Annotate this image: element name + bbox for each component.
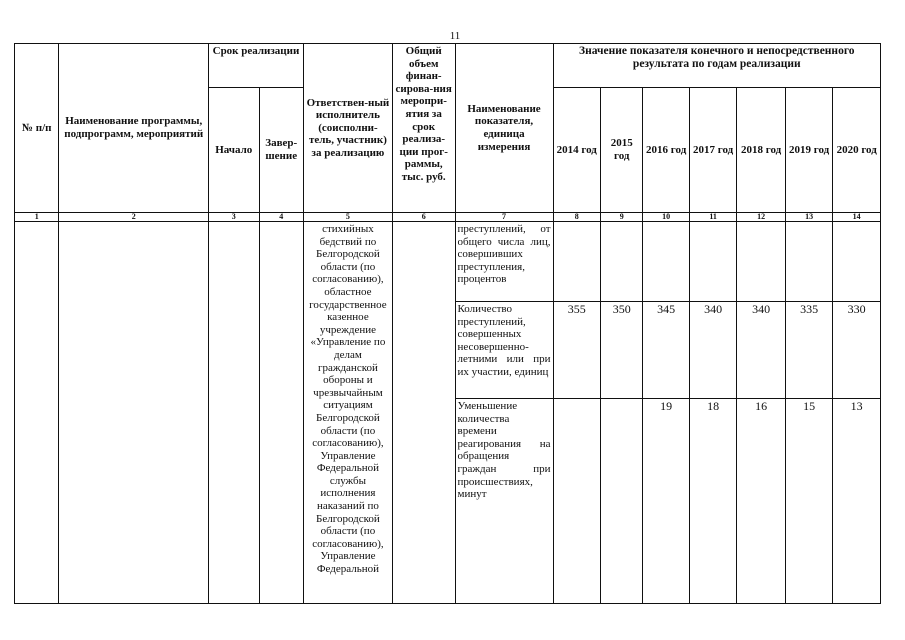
header-year-2014: 2014 год [553,88,600,213]
program-table [14,43,881,604]
header-year-2016: 2016 год [643,88,689,213]
colnum-5: 5 [303,213,392,222]
indicator-cell: Уменьшение количества времени реагирования на обращения граждан при происшествиях, минут [455,399,553,604]
header-year-2015: 2015 год [601,88,643,213]
value-cell [601,222,643,302]
colnum-8: 8 [553,213,600,222]
header-executor: Ответствен-ный исполнитель (соисполни-тель, участник) за реализацию [303,44,392,213]
value-cell: 355 [553,302,600,399]
value-cell: 335 [785,302,832,399]
colnum-11: 11 [689,213,736,222]
value-cell [553,399,600,604]
value-cell [643,222,689,302]
value-cell: 345 [643,302,689,399]
value-cell: 340 [737,302,785,399]
executor-cell: стихийных бедствий по Белгородской области (по согласованию), областное государственное казенное учреждение «Управление по делам гражданской обороны и чрезвычайным ситуациям Белгородской области (по согласованию), Управление Федеральной службы исполнения наказаний по Белгородской области (по согласованию), Управление Федеральной [303,222,392,604]
table-row [15,222,881,302]
value-cell [689,222,736,302]
colnum-2: 2 [59,213,209,222]
header-name: Наименование программы, подпрограмм, мероприятий [59,44,209,213]
header-year-2019: 2019 год [785,88,832,213]
header-values-group: Значение показателя конечного и непосредственного результата по годам реализации [553,44,880,88]
cell-name [59,222,209,604]
header-term: Срок реализации [208,44,303,88]
value-cell: 13 [833,399,881,604]
value-cell [833,222,881,302]
value-cell [553,222,600,302]
value-cell [601,399,643,604]
value-cell: 15 [785,399,832,604]
colnum-10: 10 [643,213,689,222]
indicator-cell: Количество преступлений, совершенных несовершенно-летними или при их участии, единиц [455,302,553,399]
cell-volume [392,222,455,604]
value-cell: 16 [737,399,785,604]
colnum-9: 9 [601,213,643,222]
value-cell [737,222,785,302]
indicator-cell: преступлений, от общего числа лиц, совершивших преступления, процентов [455,222,553,302]
header-year-2018: 2018 год [737,88,785,213]
header-year-2017: 2017 год [689,88,736,213]
cell-num [15,222,59,604]
cell-end [259,222,303,604]
colnum-6: 6 [392,213,455,222]
cell-start [208,222,259,604]
colnum-12: 12 [737,213,785,222]
colnum-13: 13 [785,213,832,222]
colnum-14: 14 [833,213,881,222]
header-num: № п/п [15,44,59,213]
header-start: Начало [208,88,259,213]
colnum-4: 4 [259,213,303,222]
header-volume: Общий объем финан-сирова-ния меропри-ятия за срок реализа-ции прог-раммы, тыс. руб. [392,44,455,213]
value-cell: 330 [833,302,881,399]
colnum-3: 3 [208,213,259,222]
header-end: Завер-шение [259,88,303,213]
colnum-7: 7 [455,213,553,222]
header-indicator: Наименование показателя, единица измерения [455,44,553,213]
value-cell: 350 [601,302,643,399]
value-cell: 18 [689,399,736,604]
page-number: 11 [449,30,461,42]
colnum-1: 1 [15,213,59,222]
value-cell [785,222,832,302]
header-year-2020: 2020 год [833,88,881,213]
value-cell: 340 [689,302,736,399]
value-cell: 19 [643,399,689,604]
